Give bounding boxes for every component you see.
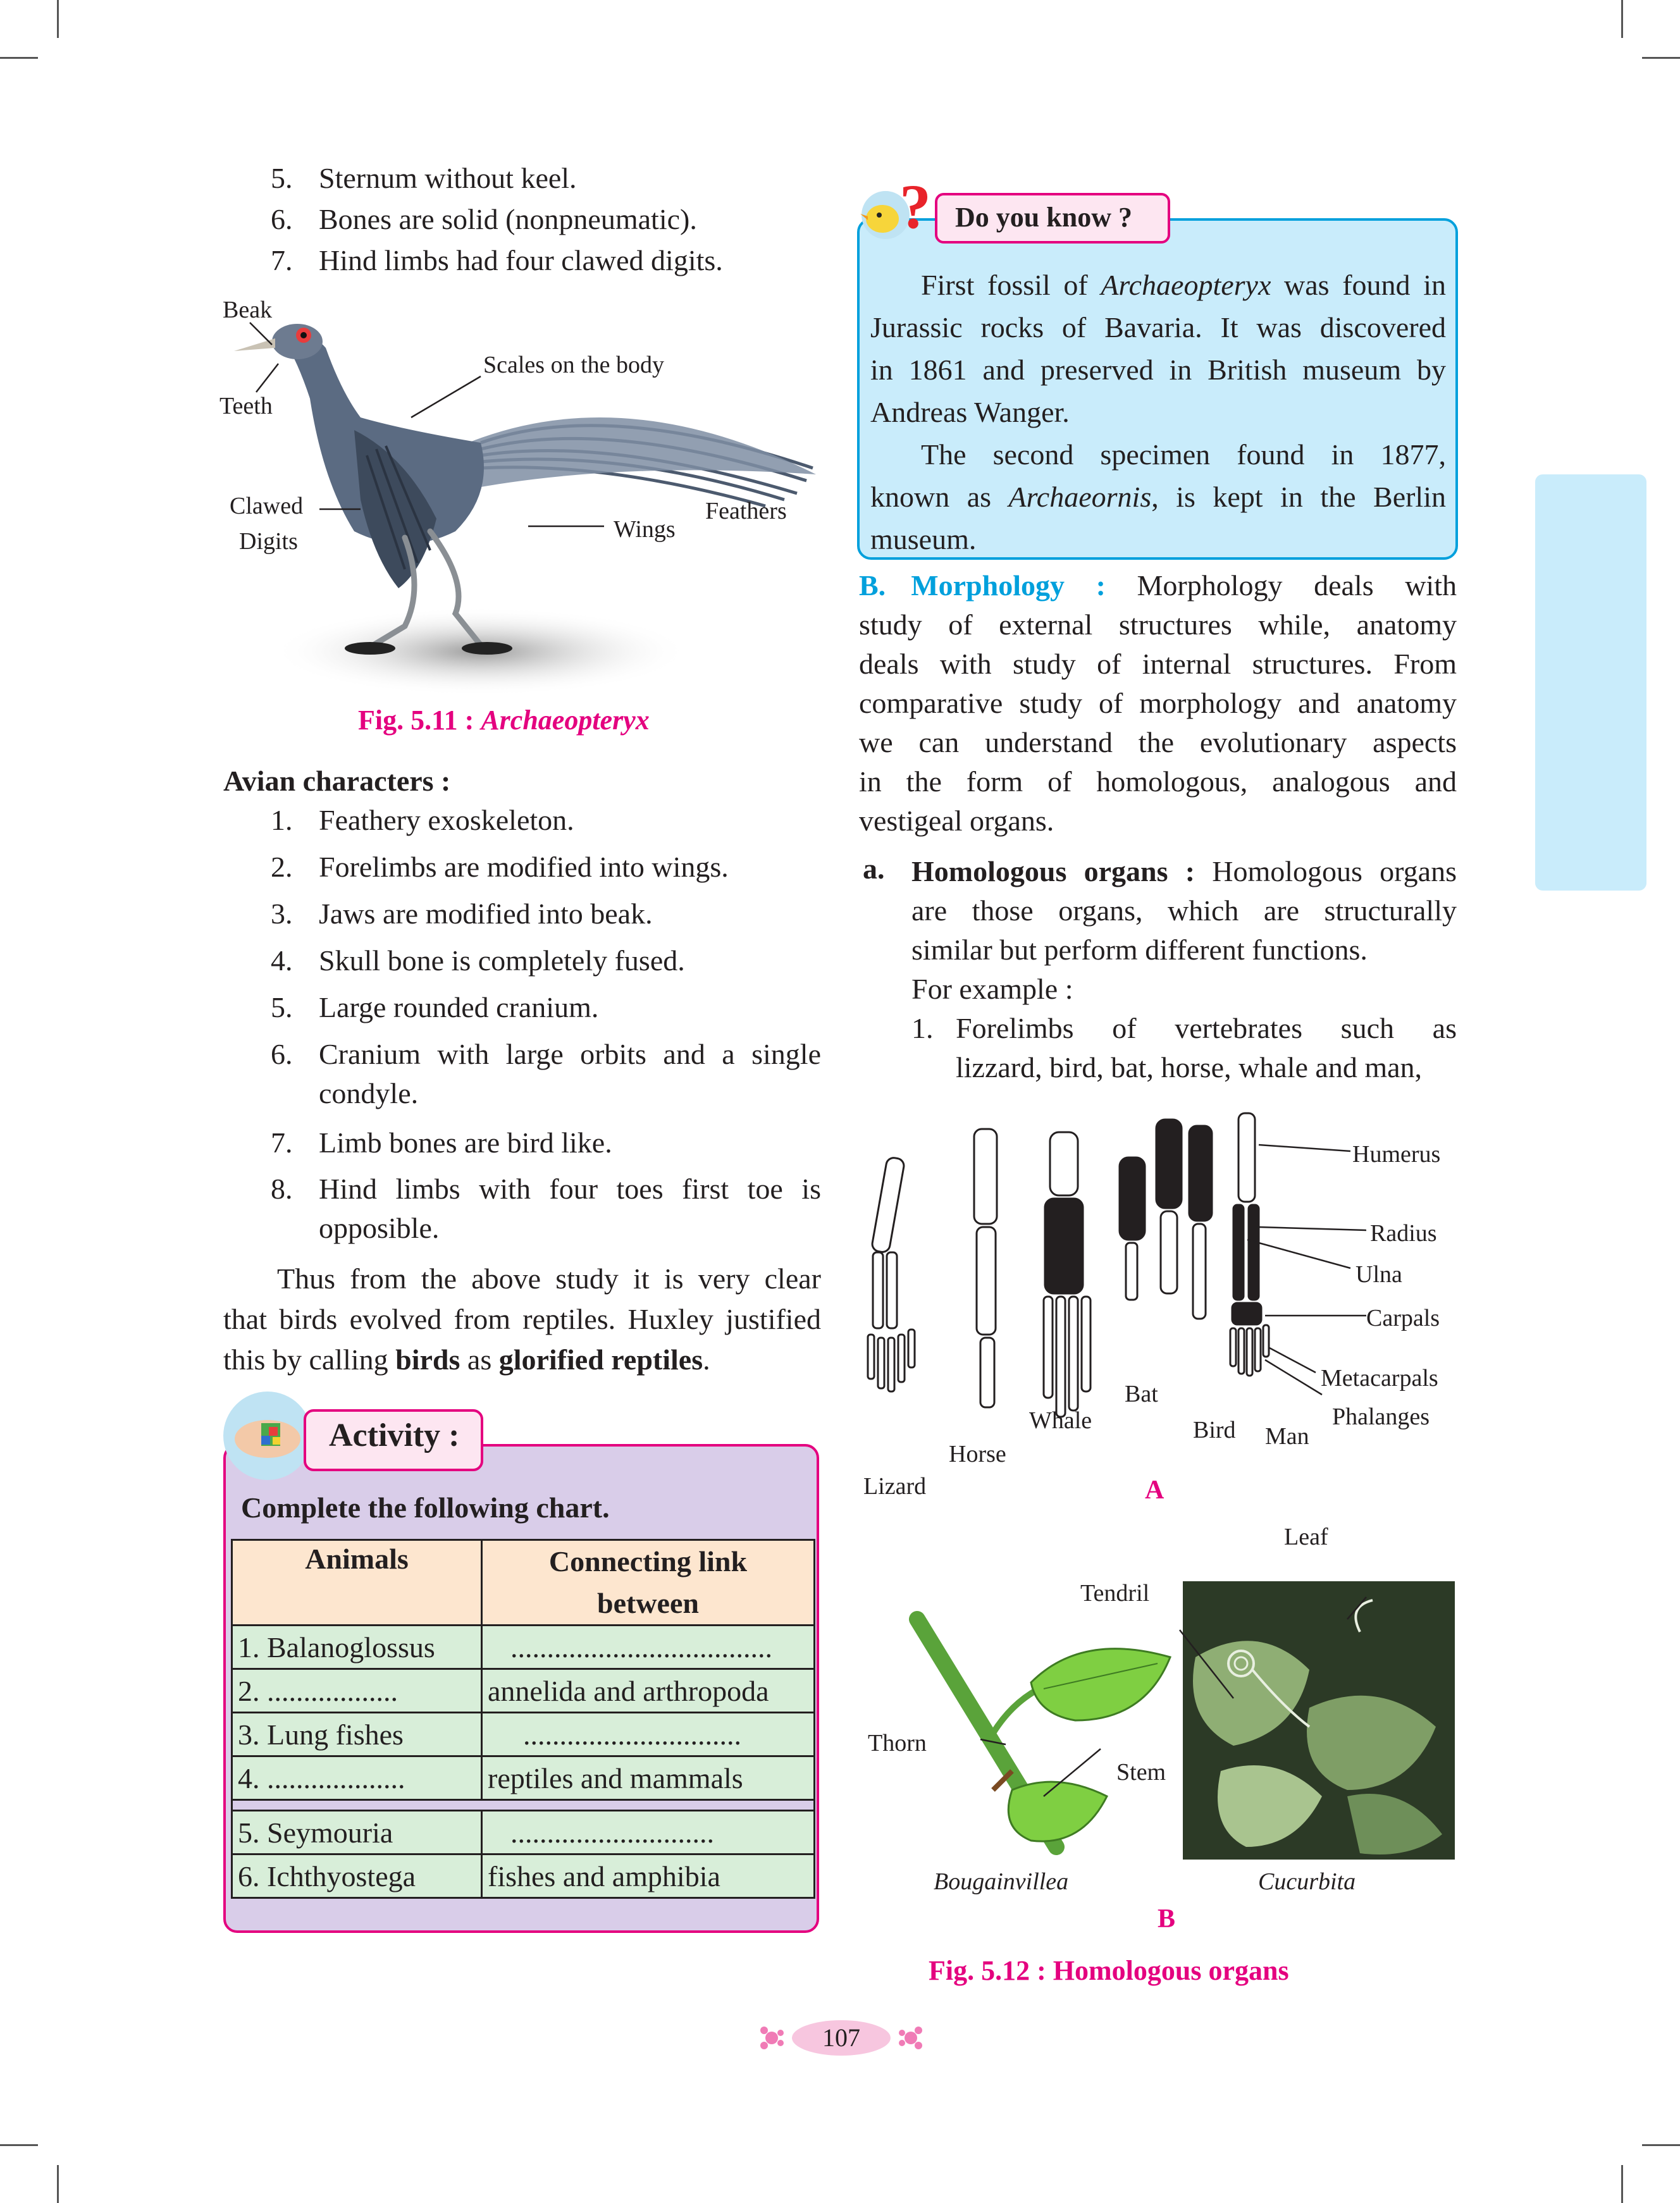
table-cell: ....................................: [482, 1626, 815, 1669]
do-you-know-title: Do you know ?: [955, 202, 1132, 233]
list-item: 5. Large rounded cranium.: [271, 991, 599, 1023]
crop-mark: [0, 2144, 38, 2146]
figure-part-a: A: [1145, 1476, 1164, 1505]
crop-mark: [57, 2165, 59, 2203]
column-header: Connecting link between: [482, 1540, 815, 1626]
list-item: 6. Bones are solid (nonpneumatic).: [271, 203, 697, 235]
table-row: [232, 1854, 815, 1898]
table-cell: 3. Lung fishes: [232, 1713, 482, 1756]
label-beak: Beak: [223, 297, 273, 323]
table-spacer-row: [232, 1800, 815, 1811]
page-number: 107: [822, 2023, 860, 2052]
label-lizard: Lizard: [863, 1473, 927, 1500]
activity-title: Activity :: [329, 1417, 460, 1453]
crop-mark: [1621, 2165, 1623, 2203]
label-humerus: Humerus: [1352, 1141, 1441, 1168]
list-item: 2. Forelimbs are modified into wings.: [271, 851, 729, 883]
homologous-label: a.: [863, 853, 885, 885]
fig-5-11-caption: Fig. 5.11 : Archaeopteryx: [358, 705, 650, 736]
figure-part-b: B: [1158, 1904, 1176, 1934]
table-cell: fishes and amphibia: [482, 1854, 815, 1898]
label-thorn: Thorn: [868, 1730, 927, 1756]
table-cell: ............................: [482, 1811, 815, 1854]
table-cell: annelida and arthropoda: [482, 1669, 815, 1713]
list-item-continuation: opposible.: [319, 1212, 440, 1244]
label-horse: Horse: [949, 1441, 1006, 1467]
list-item: 8. Hind limbs with four toes first toe is: [271, 1173, 821, 1205]
list-item: 3. Jaws are modified into beak.: [271, 898, 653, 930]
chapter-side-tab: [1535, 474, 1646, 891]
label-ulna: Ulna: [1356, 1261, 1402, 1288]
list-item: 5. Sternum without keel.: [271, 162, 577, 194]
label-phalanges: Phalanges: [1332, 1404, 1430, 1430]
morphology-paragraph: B. Morphology : Morphology deals with study of external structures while, anatomy deals with study of internal structures. From comparative study of morphology and anatomy we can understand the evolutionary aspects in the form of homologous, analogous and vestigeal organs.: [859, 569, 1457, 837]
list-item: 6. Cranium with large orbits and a single: [271, 1038, 821, 1070]
label-carpals: Carpals: [1366, 1305, 1440, 1331]
table-cell: ..............................: [482, 1713, 815, 1756]
list-item: 7. Limb bones are bird like.: [271, 1126, 612, 1159]
table-cell: 5. Seymouria: [232, 1811, 482, 1854]
label-stem: Stem: [1116, 1759, 1166, 1786]
activity-instruction: Complete the following chart.: [241, 1491, 610, 1524]
homologous-plants-diagram: [867, 1581, 1455, 1866]
do-you-know-text: First fossil of Archaeopteryx was found in Jurassic rocks of Bavaria. It was discovered in 1861 and preserved in British museum by Andreas Wanger. The second specimen found in 1877, known as Archaeornis, is kept in the Berlin museum.: [870, 269, 1446, 555]
page-number-badge: [753, 2019, 930, 2057]
table-row: [232, 1669, 815, 1713]
table-cell: reptiles and mammals: [482, 1756, 815, 1800]
chick-question-icon: [854, 170, 930, 245]
avian-heading: Avian characters :: [223, 765, 451, 797]
table-cell: 6. Ichthyostega: [232, 1854, 482, 1898]
column-header: Animals: [232, 1540, 482, 1626]
example-number: 1.: [911, 1012, 934, 1044]
list-item-continuation: condyle.: [319, 1077, 419, 1109]
table-header-row: [232, 1540, 815, 1626]
label-whale: Whale: [1029, 1407, 1092, 1434]
label-bird: Bird: [1193, 1417, 1236, 1443]
list-item: 7. Hind limbs had four clawed digits.: [271, 244, 723, 276]
list-item: 1. Feathery exoskeleton.: [271, 804, 574, 836]
connecting-link-chart: [231, 1539, 815, 1899]
label-clawed: Clawed: [230, 493, 304, 519]
fig-5-11-leader-lines: [0, 0, 822, 696]
label-cucurbita: Cucurbita: [1258, 1868, 1356, 1895]
fig-5-12-caption: Fig. 5.12 : Homologous organs: [929, 1955, 1289, 1986]
crop-mark: [1621, 0, 1623, 38]
label-scales: Scales on the body: [483, 352, 665, 378]
homologous-paragraph: Homologous organs : Homologous organs are those organs, which are structurally similar but perform different functions. For example :: [911, 855, 1457, 1005]
label-teeth: Teeth: [219, 393, 273, 419]
table-row: [232, 1756, 815, 1800]
label-digits: Digits: [239, 528, 298, 555]
svg-text:?: ?: [899, 171, 931, 242]
label-tendril: Tendril: [1080, 1580, 1150, 1607]
table-row: [232, 1713, 815, 1756]
table-cell: 2. ..................: [232, 1669, 482, 1713]
label-feathers: Feathers: [705, 498, 787, 524]
label-metacarpals: Metacarpals: [1321, 1365, 1438, 1392]
label-man: Man: [1265, 1423, 1309, 1450]
table-row: [232, 1626, 815, 1669]
table-row: [232, 1811, 815, 1854]
list-item: 4. Skull bone is completely fused.: [271, 944, 685, 977]
table-cell: 1. Balanoglossus: [232, 1626, 482, 1669]
crop-mark: [1642, 57, 1680, 59]
crop-mark: [1642, 2144, 1680, 2146]
label-bougainvillea: Bougainvillea: [934, 1868, 1069, 1895]
conclusion-paragraph: Thus from the above study it is very clear that birds evolved from reptiles. Huxley justified this by calling birds as glorified reptiles.: [223, 1262, 821, 1376]
label-bat: Bat: [1125, 1381, 1158, 1407]
label-radius: Radius: [1370, 1220, 1437, 1247]
activity-hands-icon: [223, 1392, 312, 1480]
label-leaf: Leaf: [1284, 1524, 1328, 1550]
example-text: Forelimbs of vertebrates such as lizzard, bird, bat, horse, whale and man,: [956, 1012, 1457, 1083]
table-cell: 4. ...................: [232, 1756, 482, 1800]
label-wings: Wings: [614, 516, 676, 543]
